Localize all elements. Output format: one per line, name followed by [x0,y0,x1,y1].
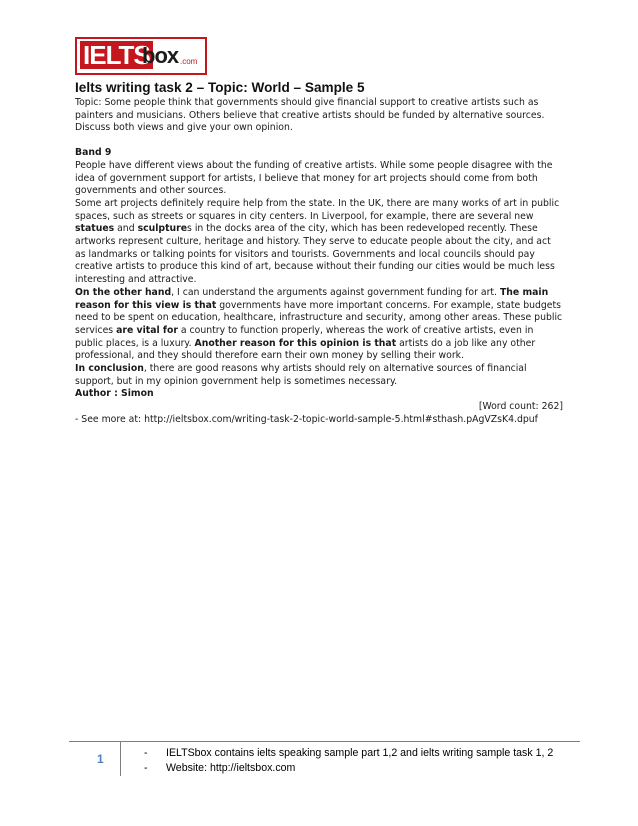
footer-rule [69,741,580,742]
topic-text: Topic: Some people think that governments should give financial support to creative artists such as painters and musicians. Others believe that creative artists should be funded by alternative sources. Discuss both views and give your own opinion. [75,97,545,134]
page-title: Ielts writing task 2 – Topic: World – Sample 5 [75,80,365,95]
paragraph-intro: People have different views about the funding of creative artists. While some people disagree with the idea of government support for artists, I believe that money for art projects should come from both governments and other sources. [75,159,553,197]
page-number: 1 [97,752,104,766]
footer-line-2: - Website: http://ieltsbox.com [144,761,296,774]
article [75,80,563,427]
logo-box-text: box [142,43,179,68]
paragraph-body-2: On the other hand, I can understand the arguments against government funding for art. The main reason for this view is that governments have more important concerns. For example, state budgets need to be spent on education, healthcare, infrastructure and security, among other areas. These public services are vital for a country to function properly, whereas the work of creative artists, even in public places, is a luxury. Another reason for this opinion is that artists do a job like any other professional, and they should therefore earn their own money by selling their work. [75,286,563,362]
footer-divider [120,741,121,776]
paragraph-body-1: Some art projects definitely require help from the state. In the UK, there are many works of art in public spaces, such as streets or squares in city centers. In Liverpool, for example, there are several new statues and sculptures in the docks area of the city, which has been redeveloped recently. These artworks represent culture, heritage and history. They serve to educate people about the city, and act as landmarks or talking points for visitors and tourists. Governments and local councils should pay creative artists to produce this kind of art, because without their funding our cities would be much less interesting and attractive. [75,197,560,286]
logo-ielts-text: IELTS [80,41,153,69]
see-more-link[interactable]: - See more at: http://ieltsbox.com/writing-task-2-topic-world-sample-5.html#sthash.pAgVZsK4.dpuf [75,413,538,425]
spacer [75,135,563,147]
author-line: Author : Simon [75,388,154,400]
paragraph-conclusion: In conclusion, there are good reasons why artists should rely on alternative sources of financial support, but in my opinion government help is sometimes necessary. [75,363,527,387]
footer-line-1: - IELTSbox contains ielts speaking sample part 1,2 and ielts writing sample task 1, 2 [144,747,554,759]
logo-com-text: .com [180,57,198,66]
word-count: [Word count: 262] [478,401,563,413]
band-label: Band 9 [75,147,112,159]
footer-notes [144,746,553,775]
ieltsbox-logo [75,37,207,75]
